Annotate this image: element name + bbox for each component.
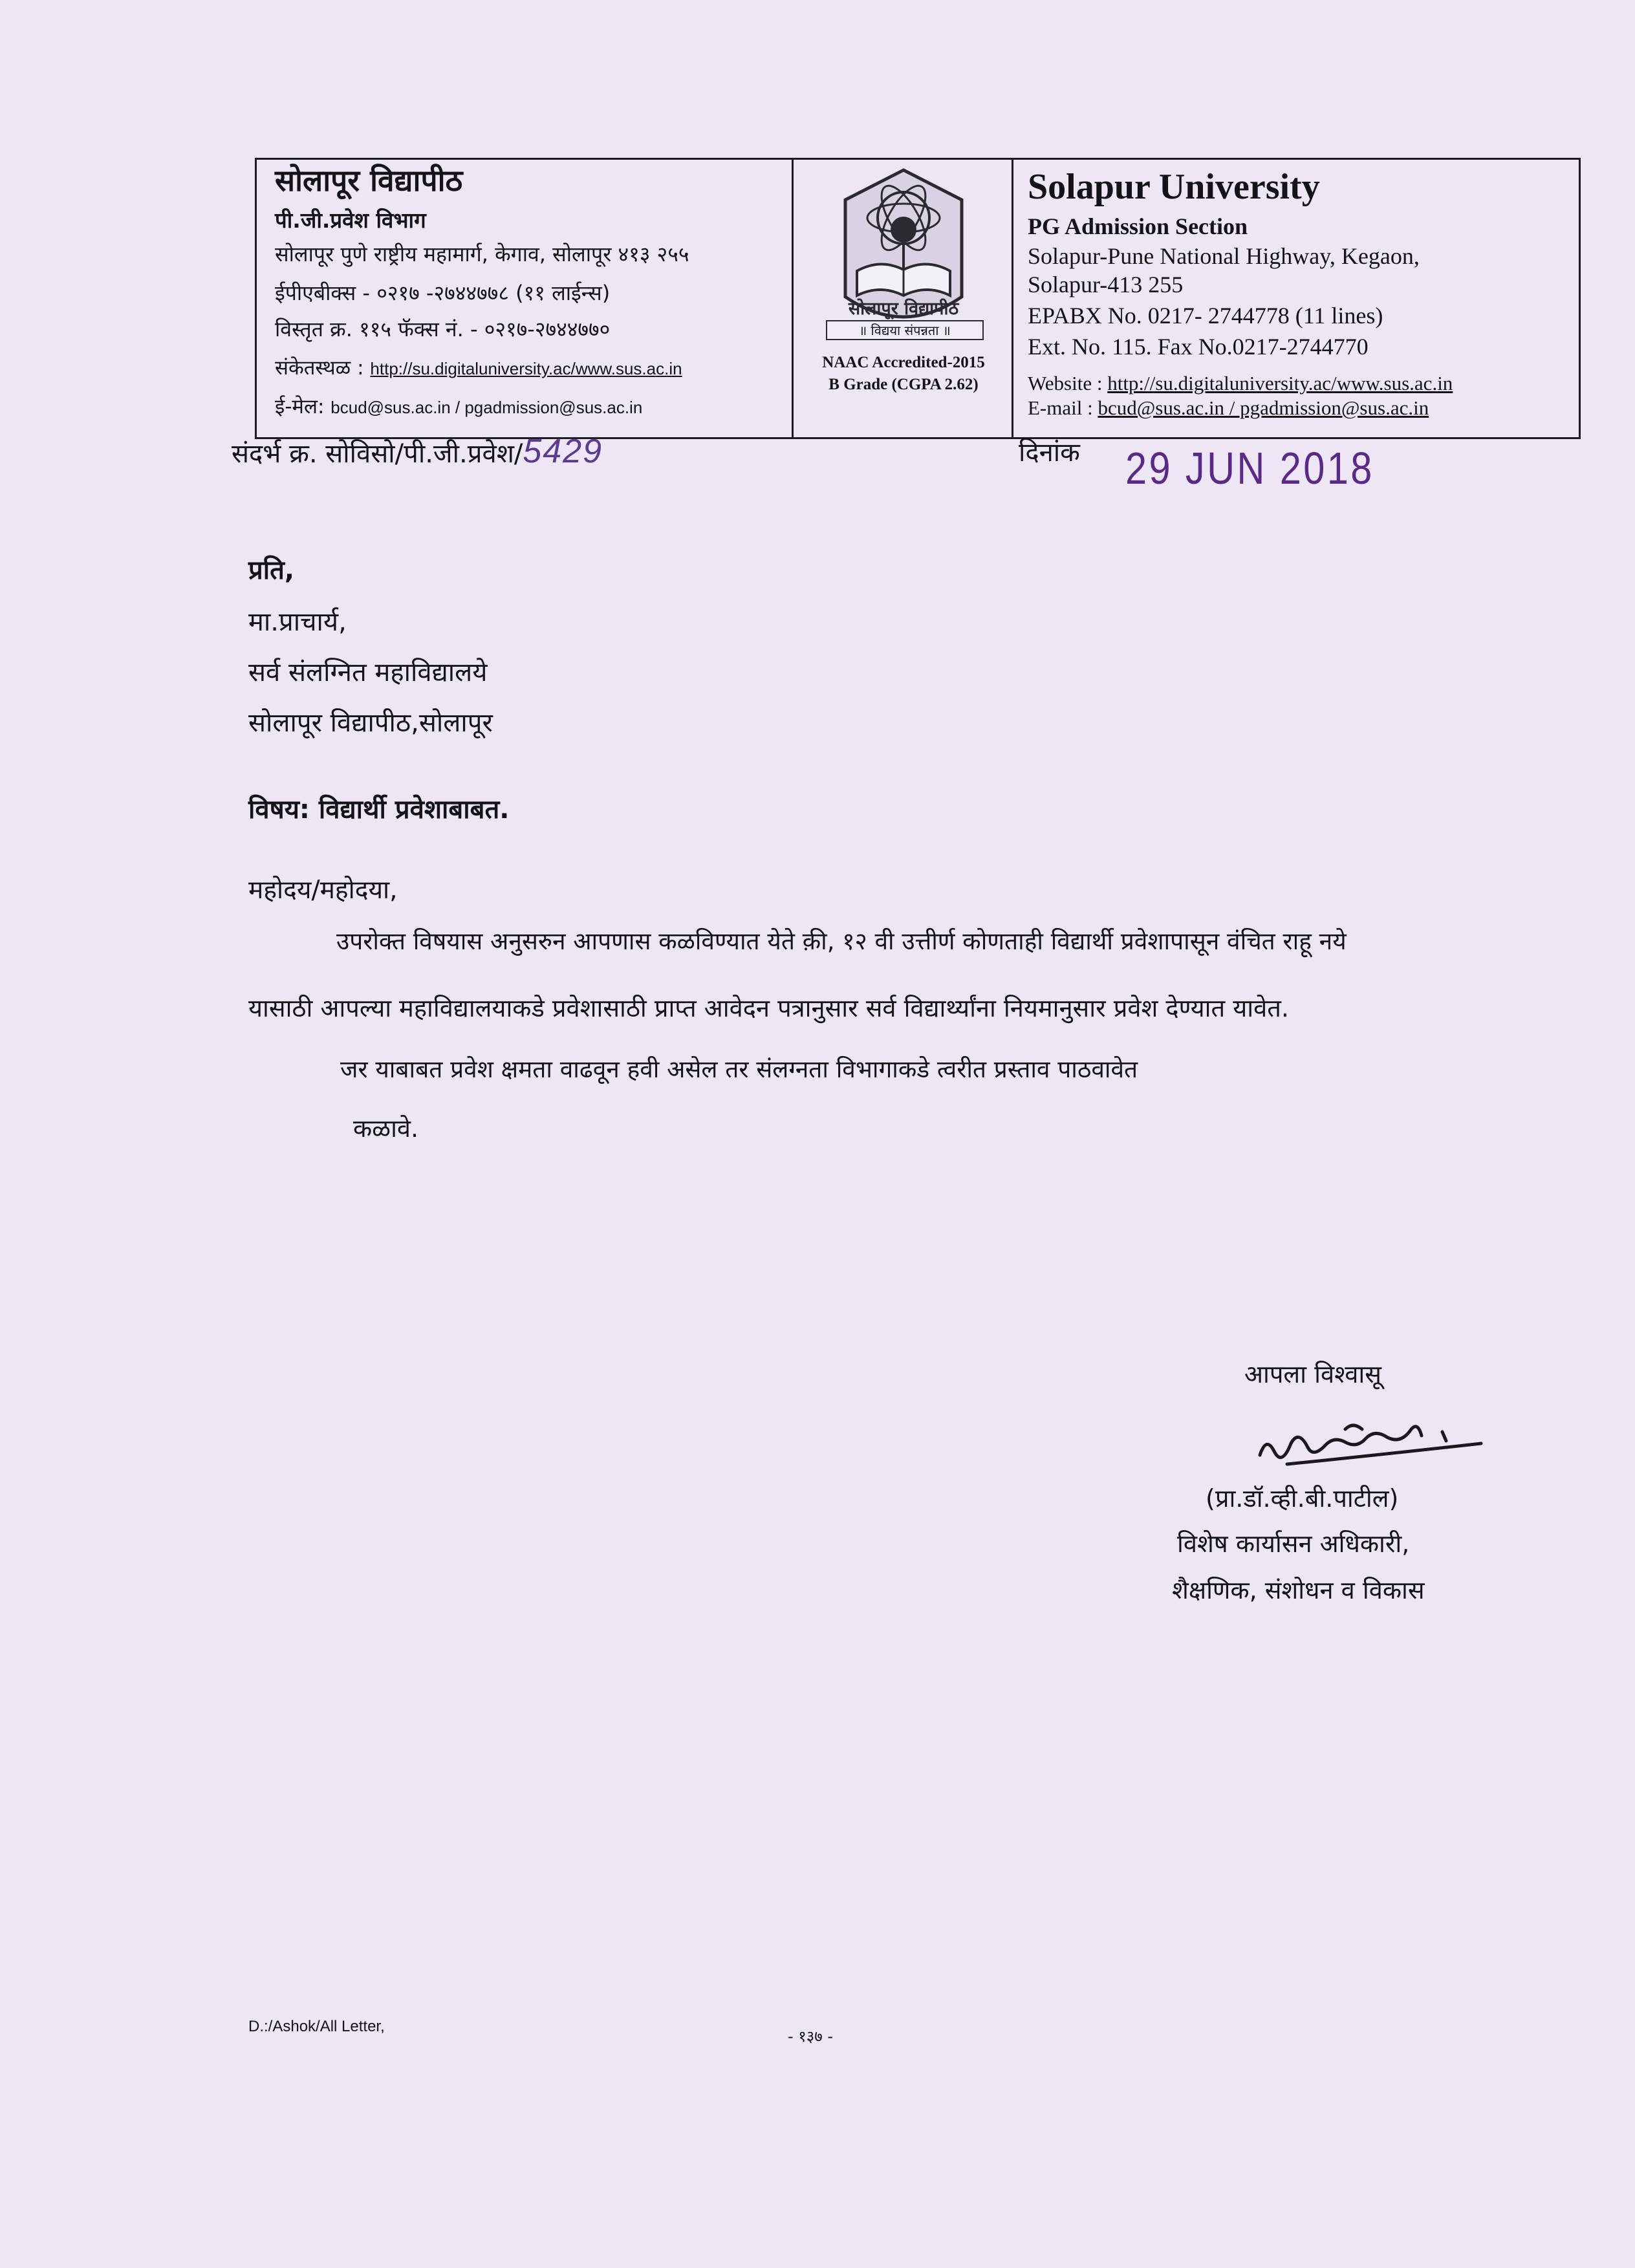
epabx-marathi: ईपीएबीक्स - ०२१७ -२७४४७७८ (११ लाईन्स)	[275, 281, 611, 305]
address-line2-english: Solapur-413 255	[1028, 272, 1184, 297]
university-name-english: Solapur University	[1028, 167, 1320, 207]
recipient-to: प्रति,	[248, 556, 295, 585]
reference-number: 5429	[523, 433, 603, 470]
website-row-marathi	[275, 354, 682, 381]
ext-fax-marathi: विस्तृत क्र. ११५ फॅक्स नं. - ०२१७-२७४४७७०	[275, 317, 611, 341]
footer-file-path: D.:/Ashok/All Letter,	[248, 2018, 385, 2035]
university-name-marathi: सोलापूर विद्यापीठ	[275, 163, 463, 198]
salutation: महोदय/महोदया,	[248, 876, 398, 905]
signature-icon	[1248, 1410, 1494, 1481]
email-row-marathi	[275, 393, 642, 420]
website-label-english: Website :	[1028, 372, 1103, 394]
signatory-title2: शैक्षणिक, संशोधन व विकास	[1172, 1576, 1425, 1604]
reference-line	[232, 432, 603, 471]
email-label-english: E-mail :	[1028, 396, 1093, 419]
email-row-english	[1028, 396, 1429, 420]
reference-label: संदर्भ क्र. सोविसो/पी.जी.प्रवेश/	[232, 439, 523, 469]
recipient-line3: सोलापूर विद्यापीठ,सोलापूर	[248, 708, 493, 738]
ext-fax-english: Ext. No. 115. Fax No.0217-2744770	[1028, 334, 1369, 360]
logo-motto: ॥ विद्यया संपन्नता ॥	[826, 320, 984, 340]
signatory-title1: विशेष कार्यासन अधिकारी,	[1177, 1529, 1410, 1558]
recipient-line2: सर्व संलग्नित महाविद्यालये	[248, 658, 488, 687]
logo-name-marathi: सोलापूर विद्यापीठ	[848, 299, 959, 319]
email-link-english[interactable]: bcud@sus.ac.in / pgadmission@sus.ac.in	[1098, 396, 1429, 419]
email-marathi[interactable]: bcud@sus.ac.in / pgadmission@sus.ac.in	[330, 398, 643, 417]
email-label-marathi: ई-मेल:	[275, 395, 325, 418]
epabx-english: EPABX No. 0217- 2744778 (11 lines)	[1028, 303, 1383, 329]
body-line4: कळावे.	[353, 1114, 419, 1143]
letterhead-logo-block	[794, 160, 1013, 437]
section-name-english: PG Admission Section	[1028, 213, 1248, 239]
subject-line: विषय: विद्यार्थी प्रवेशाबाबत.	[248, 795, 510, 825]
date-stamp: 29 JUN 2018	[1125, 443, 1374, 493]
letterhead-marathi-block	[257, 160, 794, 437]
signatory-name: (प्रा.डॉ.व्ही.बी.पाटील)	[1206, 1484, 1399, 1513]
body-line1: उपरोक्त विषयास अनुसरुन आपणास कळविण्यात येते क़ी, १२ वी उत्तीर्ण कोणताही विद्यार्थी प्रवेशापासून वंचित राहू नये	[336, 927, 1347, 955]
recipient-line1: मा.प्राचार्य,	[248, 607, 347, 637]
date-label: दिनांक	[1019, 438, 1080, 468]
letterhead	[255, 158, 1581, 439]
section-name-marathi: पी.जी.प्रवेश विभाग	[275, 208, 426, 233]
naac-accreditation: NAAC Accredited-2015	[822, 354, 985, 371]
website-link-english[interactable]: http://su.digitaluniversity.ac/www.sus.ac.in	[1107, 372, 1453, 394]
body-line3: जर याबाबत प्रवेश क्षमता वाढवून हवी असेल तर संलग्नता विभागाकडे त्वरीत प्रस्ताव पाठवावेत	[340, 1055, 1138, 1083]
body-line2: यासाठी आपल्या महाविद्यालयाकडे प्रवेशासाठी प्राप्त आवेदन पत्रानुसार सर्व विद्यार्थ्यांना नियमानुसार प्रवेश देण्यात यावेत.	[248, 994, 1289, 1022]
letterhead-english-block	[1013, 160, 1581, 437]
website-label-marathi: संकेतस्थळ :	[275, 356, 364, 380]
address-marathi: सोलापूर पुणे राष्ट्रीय महामार्ग, केगाव, सोलापूर ४१३ २५५	[275, 242, 689, 266]
website-link-marathi[interactable]: http://su.digitaluniversity.ac/www.sus.ac.in	[370, 359, 682, 378]
closing-yours: आपला विश्वासू	[1244, 1360, 1381, 1388]
naac-grade: B Grade (CGPA 2.62)	[828, 376, 979, 393]
website-row-english	[1028, 372, 1453, 395]
address-line1-english: Solapur-Pune National Highway, Kegaon,	[1028, 243, 1420, 269]
footer-page-number: - १३७ -	[788, 2027, 834, 2046]
